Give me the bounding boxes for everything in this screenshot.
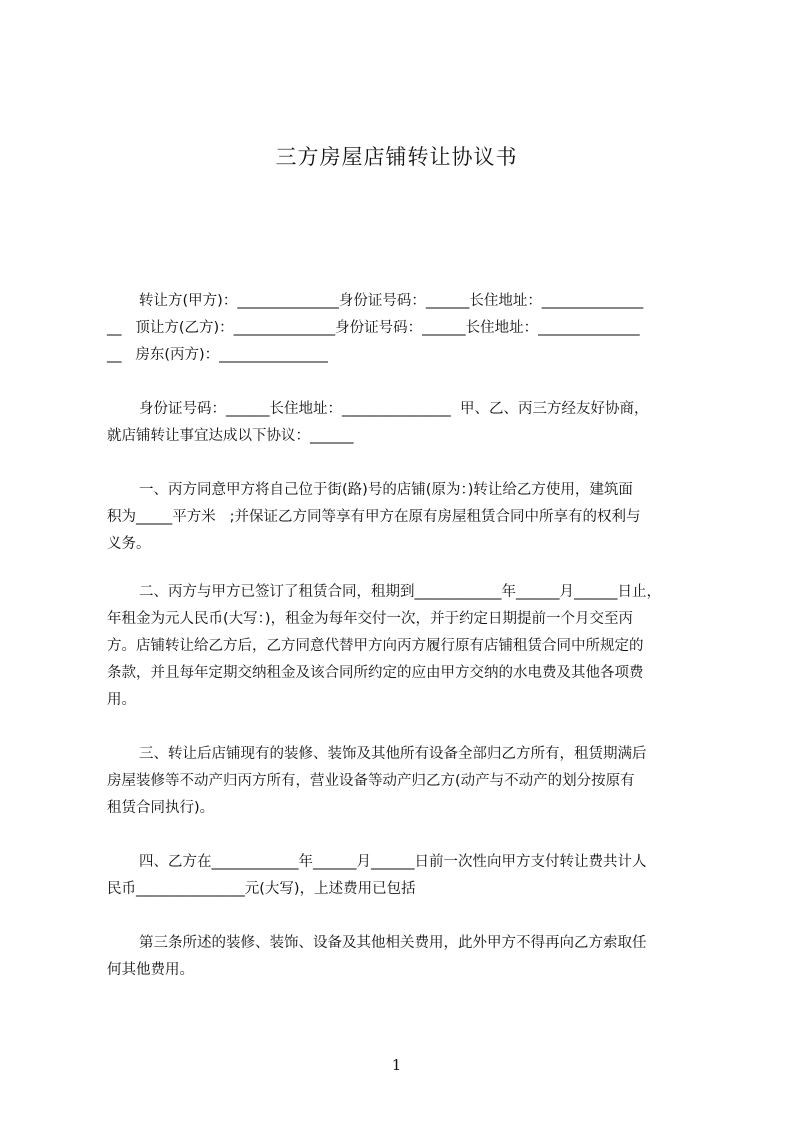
paragraph-line: __ 房东(丙方)：_______________	[107, 347, 328, 363]
paragraph-line: 方。店铺转让给乙方后，乙方同意代替甲方向丙方履行原有店铺租赁合同中所规定的	[107, 638, 644, 654]
page-number: 1	[391, 1056, 402, 1074]
paragraph-line: 三、转让后店铺现有的装修、装饰及其他所有设备全部归乙方所有，租赁期满后	[139, 746, 647, 762]
paragraph-line: 年租金为元人民币(大写：)，租金为每年交付一次，并于约定日期提前一个月交至丙	[107, 611, 634, 627]
paragraph-line: 第三条所述的装修、装饰、设备及其他相关费用，此外甲方不得再向乙方索取任	[139, 935, 647, 951]
paragraph-line: 义务。	[107, 536, 151, 552]
paragraph-line: 身份证号码：______长住地址：_______________ 甲、乙、丙三方经友好协商，	[139, 401, 649, 417]
paragraph-line: __ 顶让方(乙方)：______________身份证号码：______长住地址：______________	[107, 320, 640, 336]
paragraph-line: 用。	[107, 692, 136, 708]
paragraph-line: 四、乙方在____________年______月______日前一次性向甲方支付转让费共计人	[139, 854, 647, 870]
paragraph-line: 租赁合同执行)。	[107, 800, 215, 816]
document-title: 三方房屋店铺转让协议书	[275, 145, 518, 169]
paragraph-line: 房屋装修等不动产归丙方所有，营业设备等动产归乙方(动产与不动产的划分按原有	[107, 773, 635, 789]
paragraph-line: 二、丙方与甲方已签订了租赁合同，租期到____________年______月______日止，	[139, 584, 661, 600]
paragraph-line: 民币_______________元(大写)，上述费用已包括	[107, 881, 416, 897]
paragraph-line: 转让方(甲方)：______________身份证号码：______长住地址：______________	[139, 293, 644, 309]
paragraph-line: 一、丙方同意甲方将自己位于街(路)号的店铺(原为：)转让给乙方使用，建筑面	[139, 482, 633, 498]
paragraph-line: 积为_____平方米 ;并保证乙方同等享有甲方在原有房屋租赁合同中所享有的权利与	[107, 509, 641, 525]
paragraph-line: 条款，并且每年定期交纳租金及该合同所约定的应由甲方交纳的水电费及其他各项费	[107, 665, 644, 681]
paragraph-line: 就店铺转让事宜达成以下协议：______	[107, 428, 354, 444]
paragraph-line: 何其他费用。	[107, 962, 194, 978]
